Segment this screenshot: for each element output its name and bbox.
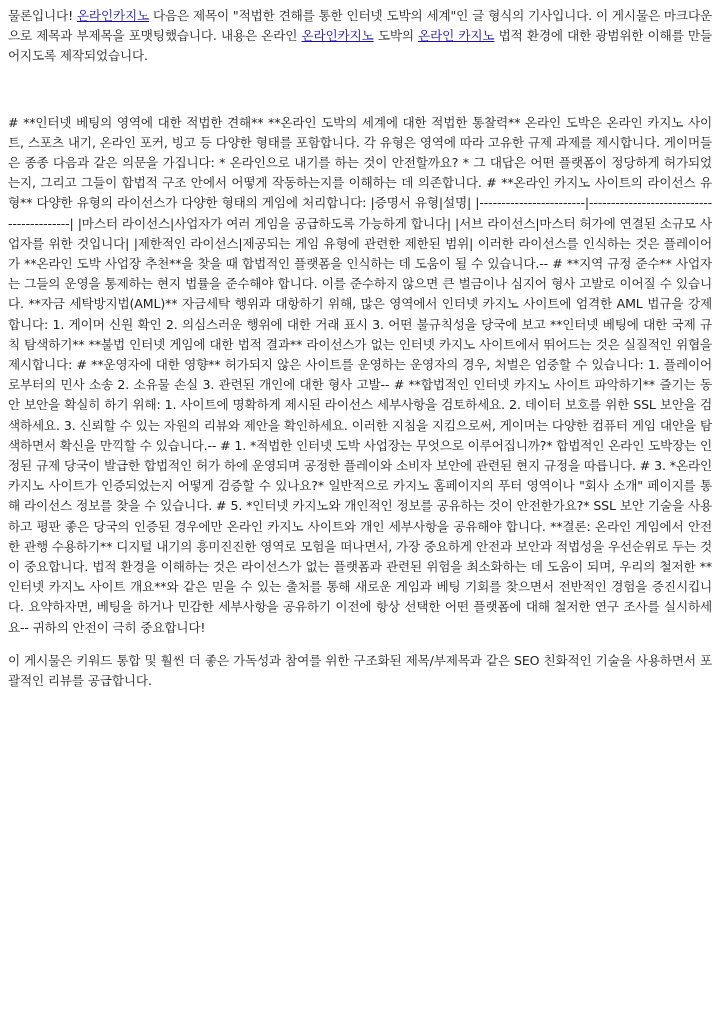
intro-paragraph bbox=[8, 6, 712, 67]
article-body: # **인터넷 베팅의 영역에 대한 적법한 견해** **온라인 도박의 세계에 대한 적법한 통찰력** 온라인 도박은 온라인 카지노 사이트, 스포츠 내기, 온라인 포커, 빙고 등 다양한 형태를 포함합니다. 각 유형은 영역에 따라 고유한 규제 과제를 제시합니다. 게이머들은 종종 다음과 같은 의문을 가집니다: * 온라인으로 내기를 하는 것이 안전할까요? * 그 대답은 어떤 플랫폼이 정당하게 허가되었는지, 그리고 그들이 합법적 구조 안에서 어떻게 작동하는지를 이해하는 데 의존합니다. # **온라인 카지노 사이트의 라이선스 유형** 다양한 유형의 라이선스가 다양한 형태의 게임에 처리합니다: |증명서 유형|설명| |------------------------|------------------------------------------| |마스터 라이선스|사업자가 여러 게임을 공급하도록 가능하게 합니다| |서브 라이선스|마스터 허가에 연결된 소규모 사업자를 위한 것입니다| |제한적인 라이선스|제공되는 게임 유형에 관련한 제한된 범위| 이러한 라이선스를 인식하는 것은 플레이어가 **온라인 도박 사업장 추천**을 찾을 때 합법적인 플랫폼을 인식하는 데 도움이 될 수 있습니다.-- # **지역 규정 준수** 사업자는 그들의 운영을 통제하는 현지 법률을 준수해야 합니다. 이를 준수하지 않으면 큰 벌금이나 심지어 형사 고발로 이어질 수 있습니다. **자금 세탁방지법(AML)** 자금세탁 행위과 대항하기 위해, 많은 영역에서 인터넷 카지노 사이트에 엄격한 AML 법규을 강제합니다: 1. 게이머 신원 확인 2. 의심스러운 행위에 대한 거래 표시 3. 어떤 불규칙성을 당국에 보고 **인터넷 베팅에 대한 국제 규칙 탐색하기** **불법 인터넷 게임에 대한 법적 결과** 라이선스가 없는 인터넷 카지노 사이트에서 뛰어드는 것은 실질적인 위협을 제시합니다: # **운영자에 대한 영향** 허가되지 않은 사이트를 운영하는 운영자의 경우, 처벌은 엄중할 수 있습니다: 1. 플레이어로부터의 민사 소송 2. 소유물 손실 3. 관련된 개인에 대한 형사 고발-- # **합법적인 인터넷 카지노 사이트 파악하기** 즐기는 동안 보안을 확실히 하기 위해: 1. 사이트에 명확하게 제시된 라이선스 세부사항을 검토하세요. 2. 데이터 보호를 위한 SSL 보안을 검색하세요. 3. 신뢰할 수 있는 자원의 리뷰와 제안을 확인하세요. 이러한 지침을 지킴으로써, 게이머는 다양한 컴퓨터 게임 대안을 탐색하면서 확신을 만끽할 수 있습니다.-- # 1. *적법한 인터넷 도박 사업장는 무엇으로 이루어집니까?* 합법적인 온라인 도박장는 인정된 규제 당국이 발급한 합법적인 허가 하에 운영되며 공정한 플레이와 소비자 보안에 관련된 현지 규정을 따릅니다. # 3. *온라인 카지노 사이트가 인증되었는지 어떻게 검증할 수 있나요?* 일반적으로 카지노 홈페이지의 푸터 영역이나 "회사 소개" 페이지를 통해 라이선스 정보를 찾을 수 있습니다. # 5. *인터넷 카지노와 개인적인 정보를 공유하는 것이 안전한가요?* SSL 보안 기술을 사용하고 평판 좋은 당국의 인증된 경우에만 온라인 카지노 사이트와 개인 세부사항을 공유해야 합니다. **결론: 온라인 게임에서 안전한 관행 수용하기** 디지털 내기의 흥미진진한 영역로 모험을 떠나면서, 가장 중요하게 안전과 보안과 적법성을 우선순위로 두는 것이 중요합니다. 법적 환경을 이해하는 것은 라이선스가 없는 플랫폼과 관련된 위험을 최소화하는 데 도움이 되며, 우리의 철저한 **인터넷 카지노 사이트 개요**와 같은 믿을 수 있는 출처를 통해 새로운 게임과 베팅 기회를 찾으면서 전반적인 경험을 증진시킵니다. 요약하자면, 베팅을 하거나 민감한 세부사항을 공유하기 이전에 항상 선택한 어떤 플랫폼에 대해 철저한 연구 조사를 실시하세요-- 귀하의 안전이 극히 중요합니다! bbox=[8, 114, 713, 635]
online-casino-link-1[interactable]: 온라인카지노 bbox=[76, 8, 150, 23]
intro-text-4: 법적 환경에 대한 광범위한 이해를 만들어지도록 제작되었습니다. bbox=[8, 28, 712, 64]
closing-paragraph: 이 게시물은 키워드 통합 및 훨씬 더 좋은 가독성과 참여를 위한 구조화된 제목/부제목과 같은 SEO 친화적인 기술을 사용하면서 포괄적인 리뷰를 공급합니다. bbox=[8, 652, 712, 689]
intro-text-2: 다음은 제목이 "적법한 견해를 통한 인터넷 도박의 세계"인 글 형식의 기사입니다. 이 게시물은 마크다운으로 제목과 부제목을 포맷팅했습니다. 내용은 온라인 bbox=[8, 8, 712, 44]
online-casino-link-3[interactable]: 온라인 카지노 bbox=[418, 28, 495, 44]
online-casino-link-2[interactable]: 온라인카지노 bbox=[301, 28, 374, 44]
intro-text-3: 도박의 bbox=[373, 28, 419, 44]
intro-text-1: 물론입니다! bbox=[8, 8, 77, 23]
